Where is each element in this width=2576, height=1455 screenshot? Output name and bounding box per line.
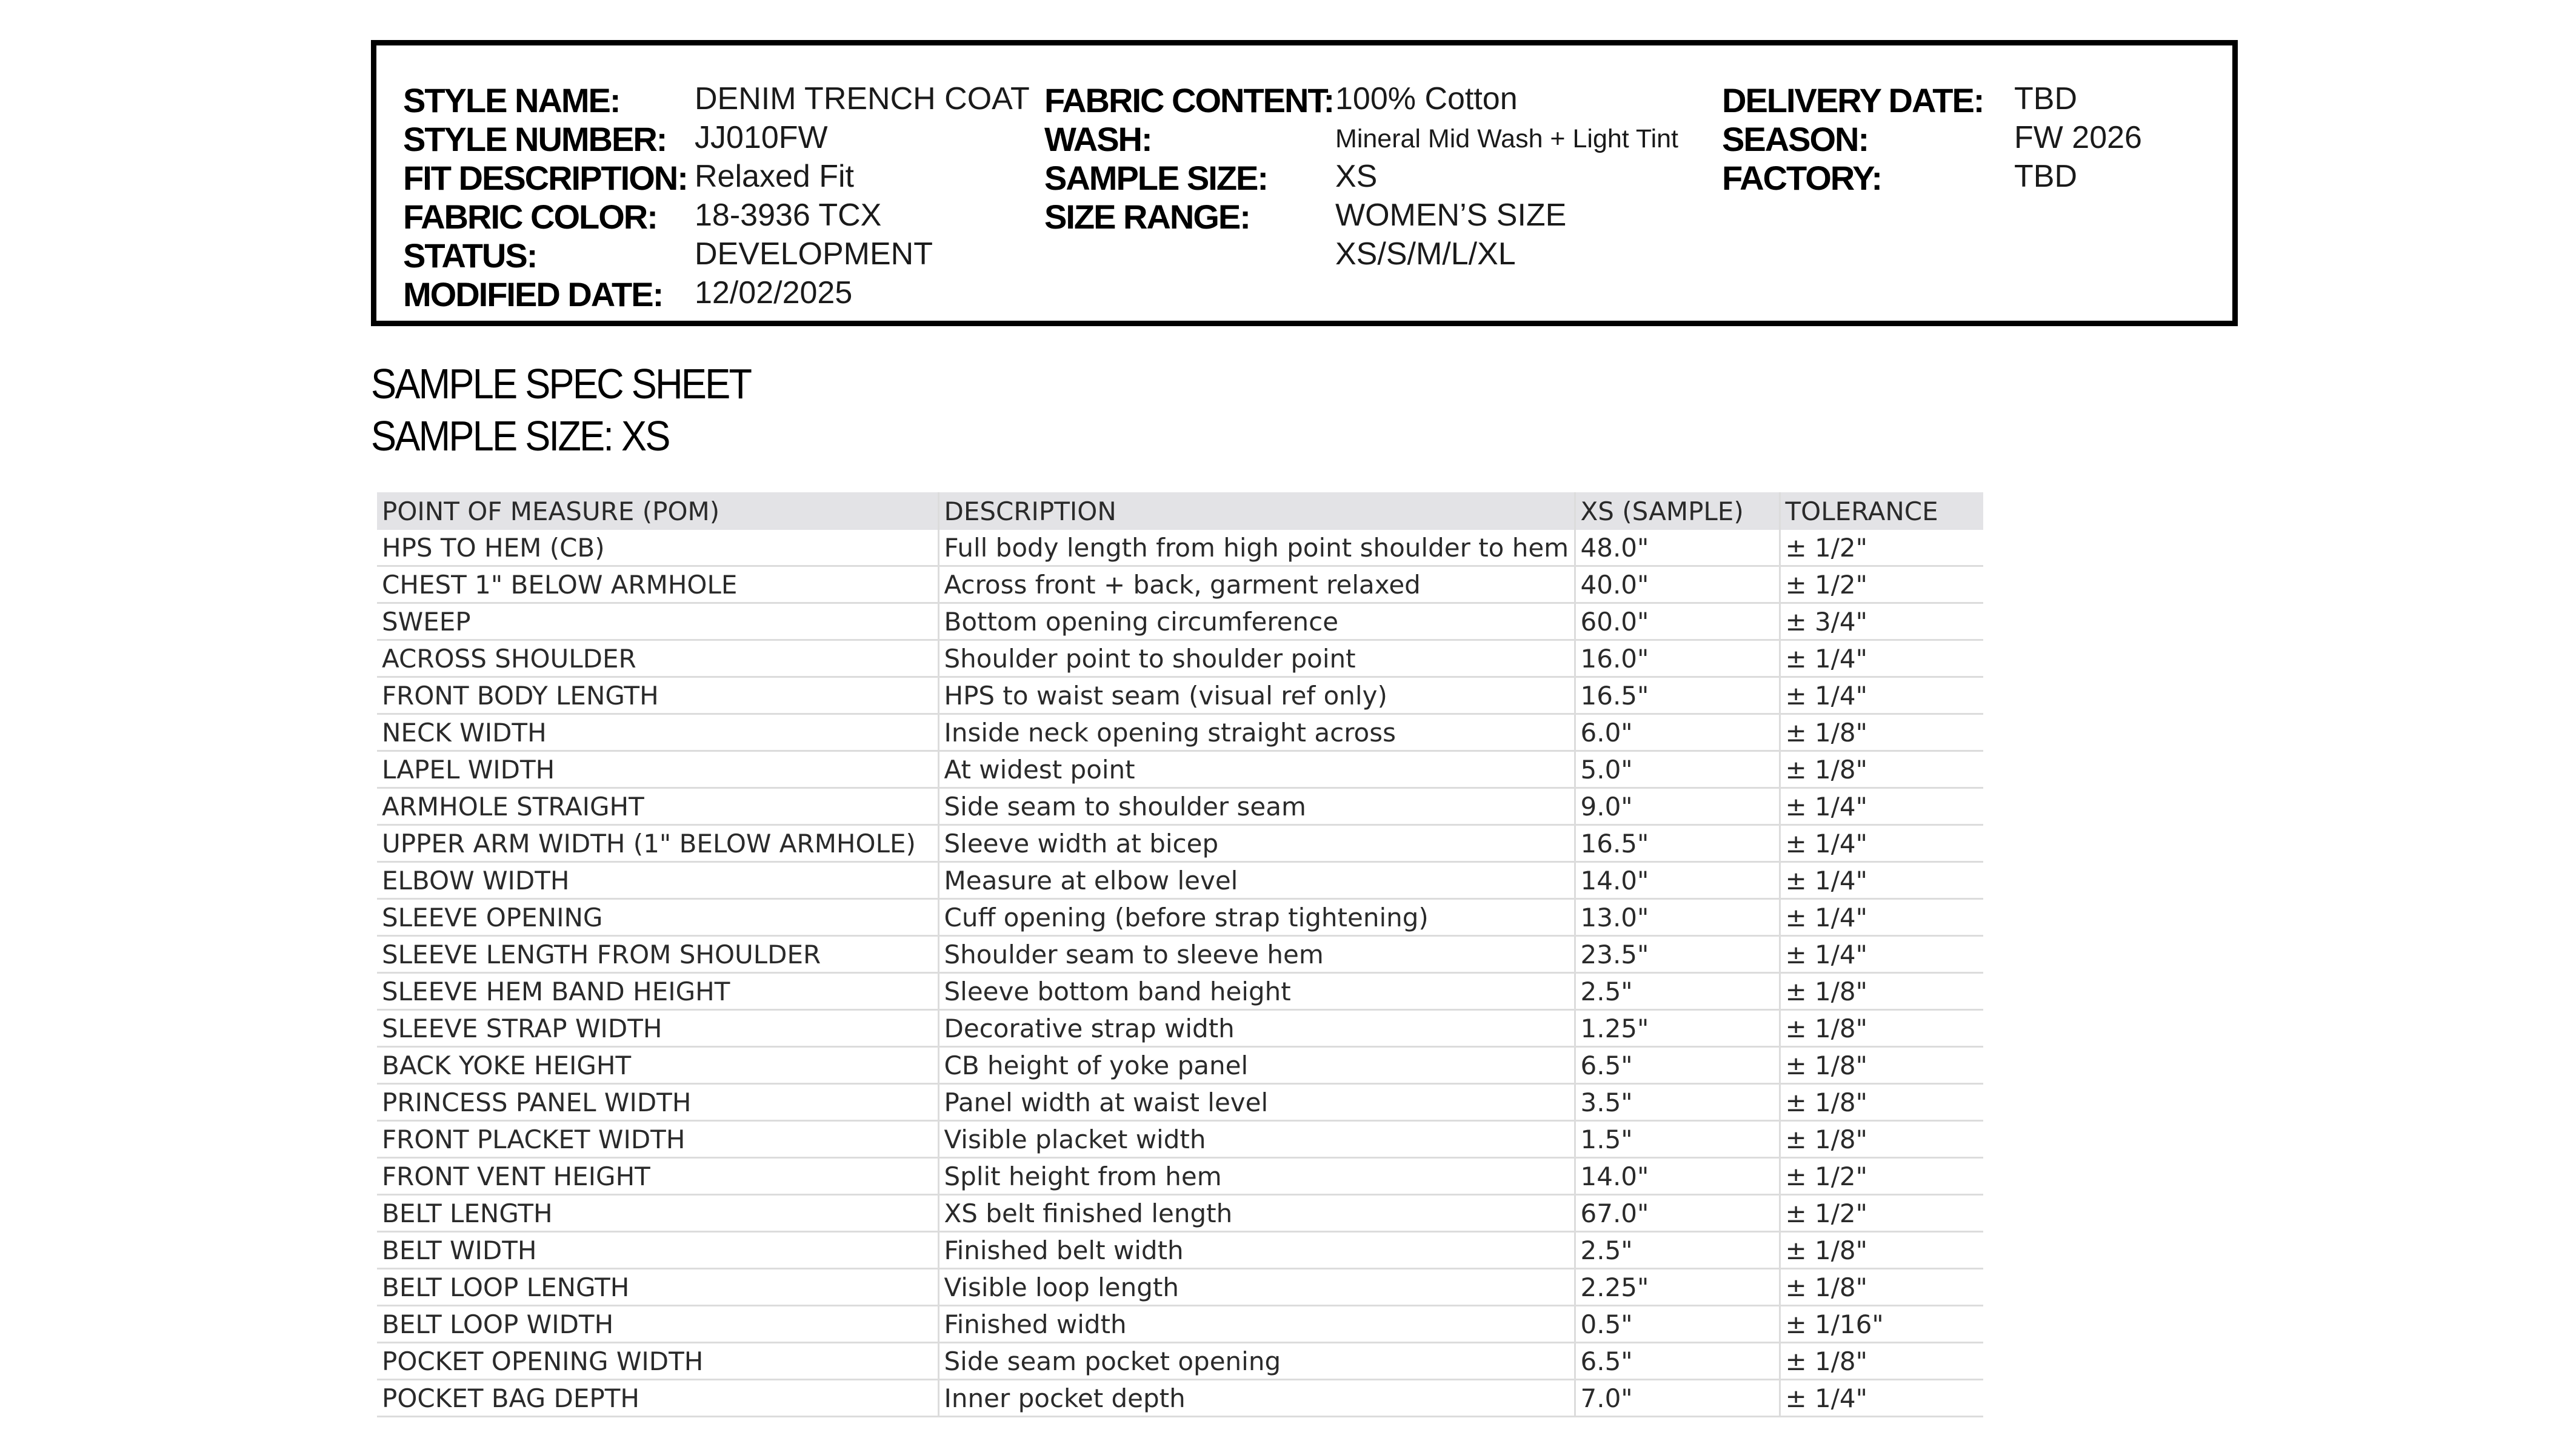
pom-cell: SLEEVE OPENING [377, 899, 938, 936]
tolerance-cell: ± 1/2" [1780, 1195, 1983, 1232]
table-row [377, 530, 1983, 566]
pom-cell: HPS TO HEM (CB) [377, 530, 938, 566]
description-cell: Cuff opening (before strap tightening) [938, 899, 1575, 936]
pom-cell: PRINCESS PANEL WIDTH [377, 1084, 938, 1121]
pom-cell: SWEEP [377, 603, 938, 640]
table-row [377, 973, 1983, 1010]
tolerance-cell: ± 1/2" [1780, 1158, 1983, 1195]
xs-sample-cell: 40.0" [1575, 566, 1780, 603]
table-row [377, 1195, 1983, 1232]
tolerance-cell: ± 1/4" [1780, 862, 1983, 899]
description-cell: Finished width [938, 1306, 1575, 1343]
xs-sample-cell: 3.5" [1575, 1084, 1780, 1121]
pom-cell: BELT LOOP LENGTH [377, 1269, 938, 1306]
tolerance-cell: ± 1/8" [1780, 1084, 1983, 1121]
description-cell: XS belt finished length [938, 1195, 1575, 1232]
table-row [377, 1047, 1983, 1084]
factory-label: FACTORY: [1722, 159, 1881, 197]
fabric-content-value: 100% Cotton [1335, 81, 1518, 116]
pom-cell: CHEST 1" BELOW ARMHOLE [377, 566, 938, 603]
xs-sample-cell: 13.0" [1575, 899, 1780, 936]
description-cell: Side seam pocket opening [938, 1343, 1575, 1380]
description-cell: Sleeve bottom band height [938, 973, 1575, 1010]
pom-cell: BELT LOOP WIDTH [377, 1306, 938, 1343]
pom-cell: FRONT BODY LENGTH [377, 677, 938, 714]
xs-sample-cell: 60.0" [1575, 603, 1780, 640]
pom-cell: BELT WIDTH [377, 1232, 938, 1269]
pom-cell: SLEEVE STRAP WIDTH [377, 1010, 938, 1047]
pom-cell: FRONT VENT HEIGHT [377, 1158, 938, 1195]
column-header-pom: POINT OF MEASURE (POM) [377, 492, 938, 530]
wash-label: WASH: [1044, 120, 1152, 158]
tolerance-cell: ± 1/4" [1780, 788, 1983, 825]
tolerance-cell: ± 3/4" [1780, 603, 1983, 640]
pom-cell: SLEEVE HEM BAND HEIGHT [377, 973, 938, 1010]
style-number-value: JJ010FW [695, 120, 828, 155]
table-row [377, 751, 1983, 788]
tolerance-cell: ± 1/2" [1780, 530, 1983, 566]
table-row [377, 1269, 1983, 1306]
xs-sample-cell: 6.0" [1575, 714, 1780, 751]
table-body [377, 530, 1983, 1417]
size-range-sizes: XS/S/M/L/XL [1335, 236, 1516, 272]
description-cell: Inside neck opening straight across [938, 714, 1575, 751]
xs-sample-cell: 16.5" [1575, 677, 1780, 714]
description-cell: Bottom opening circumference [938, 603, 1575, 640]
column-header-description: DESCRIPTION [938, 492, 1575, 530]
sample-size-title: SAMPLE SIZE: XS [371, 412, 669, 460]
sample-size-value: XS [1335, 159, 1378, 194]
table-row [377, 714, 1983, 751]
xs-sample-cell: 2.25" [1575, 1269, 1780, 1306]
tolerance-cell: ± 1/4" [1780, 1380, 1983, 1417]
xs-sample-cell: 9.0" [1575, 788, 1780, 825]
size-range-value: WOMEN’S SIZE [1335, 198, 1567, 233]
description-cell: At widest point [938, 751, 1575, 788]
tolerance-cell: ± 1/8" [1780, 1269, 1983, 1306]
table-row [377, 1158, 1983, 1195]
xs-sample-cell: 2.5" [1575, 1232, 1780, 1269]
description-cell: Inner pocket depth [938, 1380, 1575, 1417]
fabric-color-label: FABRIC COLOR: [403, 198, 657, 236]
description-cell: Panel width at waist level [938, 1084, 1575, 1121]
fit-description-value: Relaxed Fit [695, 159, 854, 194]
table-row [377, 1084, 1983, 1121]
description-cell: Sleeve width at bicep [938, 825, 1575, 862]
wash-value: Mineral Mid Wash + Light Tint [1335, 124, 1678, 153]
xs-sample-cell: 67.0" [1575, 1195, 1780, 1232]
description-cell: Full body length from high point shoulder to hem [938, 530, 1575, 566]
tolerance-cell: ± 1/4" [1780, 936, 1983, 973]
table-row [377, 640, 1983, 677]
tolerance-cell: ± 1/8" [1780, 714, 1983, 751]
description-cell: CB height of yoke panel [938, 1047, 1575, 1084]
xs-sample-cell: 16.5" [1575, 825, 1780, 862]
description-cell: Finished belt width [938, 1232, 1575, 1269]
pom-cell: FRONT PLACKET WIDTH [377, 1121, 938, 1158]
description-cell: Visible placket width [938, 1121, 1575, 1158]
delivery-date-label: DELIVERY DATE: [1722, 81, 1984, 119]
season-label: SEASON: [1722, 120, 1869, 158]
tolerance-cell: ± 1/4" [1780, 899, 1983, 936]
status-value: DEVELOPMENT [695, 236, 933, 272]
pom-cell: UPPER ARM WIDTH (1" BELOW ARMHOLE) [377, 825, 938, 862]
table-row [377, 1232, 1983, 1269]
status-label: STATUS: [403, 236, 537, 275]
description-cell: Visible loop length [938, 1269, 1575, 1306]
table-row [377, 825, 1983, 862]
sample-size-label: SAMPLE SIZE: [1044, 159, 1268, 197]
xs-sample-cell: 23.5" [1575, 936, 1780, 973]
table-row [377, 1343, 1983, 1380]
tolerance-cell: ± 1/8" [1780, 973, 1983, 1010]
xs-sample-cell: 14.0" [1575, 1158, 1780, 1195]
sheet-titles [371, 358, 750, 462]
fabric-content-label: FABRIC CONTENT: [1044, 81, 1334, 119]
tolerance-cell: ± 1/8" [1780, 1047, 1983, 1084]
description-cell: Measure at elbow level [938, 862, 1575, 899]
fabric-color-value: 18-3936 TCX [695, 198, 882, 233]
pom-cell: ELBOW WIDTH [377, 862, 938, 899]
fit-description-label: FIT DESCRIPTION: [403, 159, 687, 197]
table-row [377, 788, 1983, 825]
table-row [377, 862, 1983, 899]
table-row [377, 899, 1983, 936]
description-cell: Split height from hem [938, 1158, 1575, 1195]
style-name-value: DENIM TRENCH COAT [695, 81, 1030, 116]
xs-sample-cell: 1.5" [1575, 1121, 1780, 1158]
style-name-label: STYLE NAME: [403, 81, 620, 119]
pom-cell: SLEEVE LENGTH FROM SHOULDER [377, 936, 938, 973]
description-cell: Shoulder point to shoulder point [938, 640, 1575, 677]
season-value: FW 2026 [2014, 120, 2142, 155]
pom-cell: BACK YOKE HEIGHT [377, 1047, 938, 1084]
table-row [377, 566, 1983, 603]
tolerance-cell: ± 1/8" [1780, 1232, 1983, 1269]
tolerance-cell: ± 1/4" [1780, 825, 1983, 862]
tolerance-cell: ± 1/4" [1780, 640, 1983, 677]
description-cell: HPS to waist seam (visual ref only) [938, 677, 1575, 714]
xs-sample-cell: 14.0" [1575, 862, 1780, 899]
xs-sample-cell: 48.0" [1575, 530, 1780, 566]
table-header-row [377, 492, 1983, 530]
delivery-date-value: TBD [2014, 81, 2077, 116]
description-cell: Side seam to shoulder seam [938, 788, 1575, 825]
tolerance-cell: ± 1/8" [1780, 1010, 1983, 1047]
xs-sample-cell: 1.25" [1575, 1010, 1780, 1047]
pom-cell: POCKET BAG DEPTH [377, 1380, 938, 1417]
pom-cell: ARMHOLE STRAIGHT [377, 788, 938, 825]
spec-sheet-title: SAMPLE SPEC SHEET [371, 360, 751, 407]
modified-date-label: MODIFIED DATE: [403, 275, 663, 313]
tolerance-cell: ± 1/16" [1780, 1306, 1983, 1343]
tolerance-cell: ± 1/8" [1780, 1343, 1983, 1380]
size-range-label: SIZE RANGE: [1044, 198, 1250, 236]
xs-sample-cell: 5.0" [1575, 751, 1780, 788]
modified-date-value: 12/02/2025 [695, 275, 853, 310]
tolerance-cell: ± 1/8" [1780, 1121, 1983, 1158]
pom-cell: BELT LENGTH [377, 1195, 938, 1232]
column-header-tolerance: TOLERANCE [1780, 492, 1983, 530]
pom-cell: LAPEL WIDTH [377, 751, 938, 788]
factory-value: TBD [2014, 159, 2077, 194]
description-cell: Shoulder seam to sleeve hem [938, 936, 1575, 973]
description-cell: Across front + back, garment relaxed [938, 566, 1575, 603]
style-info-box [371, 40, 2238, 326]
xs-sample-cell: 0.5" [1575, 1306, 1780, 1343]
tolerance-cell: ± 1/4" [1780, 677, 1983, 714]
description-cell: Decorative strap width [938, 1010, 1575, 1047]
pom-cell: POCKET OPENING WIDTH [377, 1343, 938, 1380]
table-row [377, 1121, 1983, 1158]
table-row [377, 936, 1983, 973]
tolerance-cell: ± 1/2" [1780, 566, 1983, 603]
xs-sample-cell: 2.5" [1575, 973, 1780, 1010]
table-row [377, 1010, 1983, 1047]
table-row [377, 677, 1983, 714]
column-header-xs-sample: XS (SAMPLE) [1575, 492, 1780, 530]
xs-sample-cell: 16.0" [1575, 640, 1780, 677]
pom-cell: NECK WIDTH [377, 714, 938, 751]
tolerance-cell: ± 1/8" [1780, 751, 1983, 788]
spec-table [377, 492, 1983, 1417]
table-row [377, 603, 1983, 640]
pom-cell: ACROSS SHOULDER [377, 640, 938, 677]
xs-sample-cell: 6.5" [1575, 1343, 1780, 1380]
xs-sample-cell: 7.0" [1575, 1380, 1780, 1417]
style-number-label: STYLE NUMBER: [403, 120, 667, 158]
xs-sample-cell: 6.5" [1575, 1047, 1780, 1084]
table-row [377, 1380, 1983, 1417]
table-row [377, 1306, 1983, 1343]
